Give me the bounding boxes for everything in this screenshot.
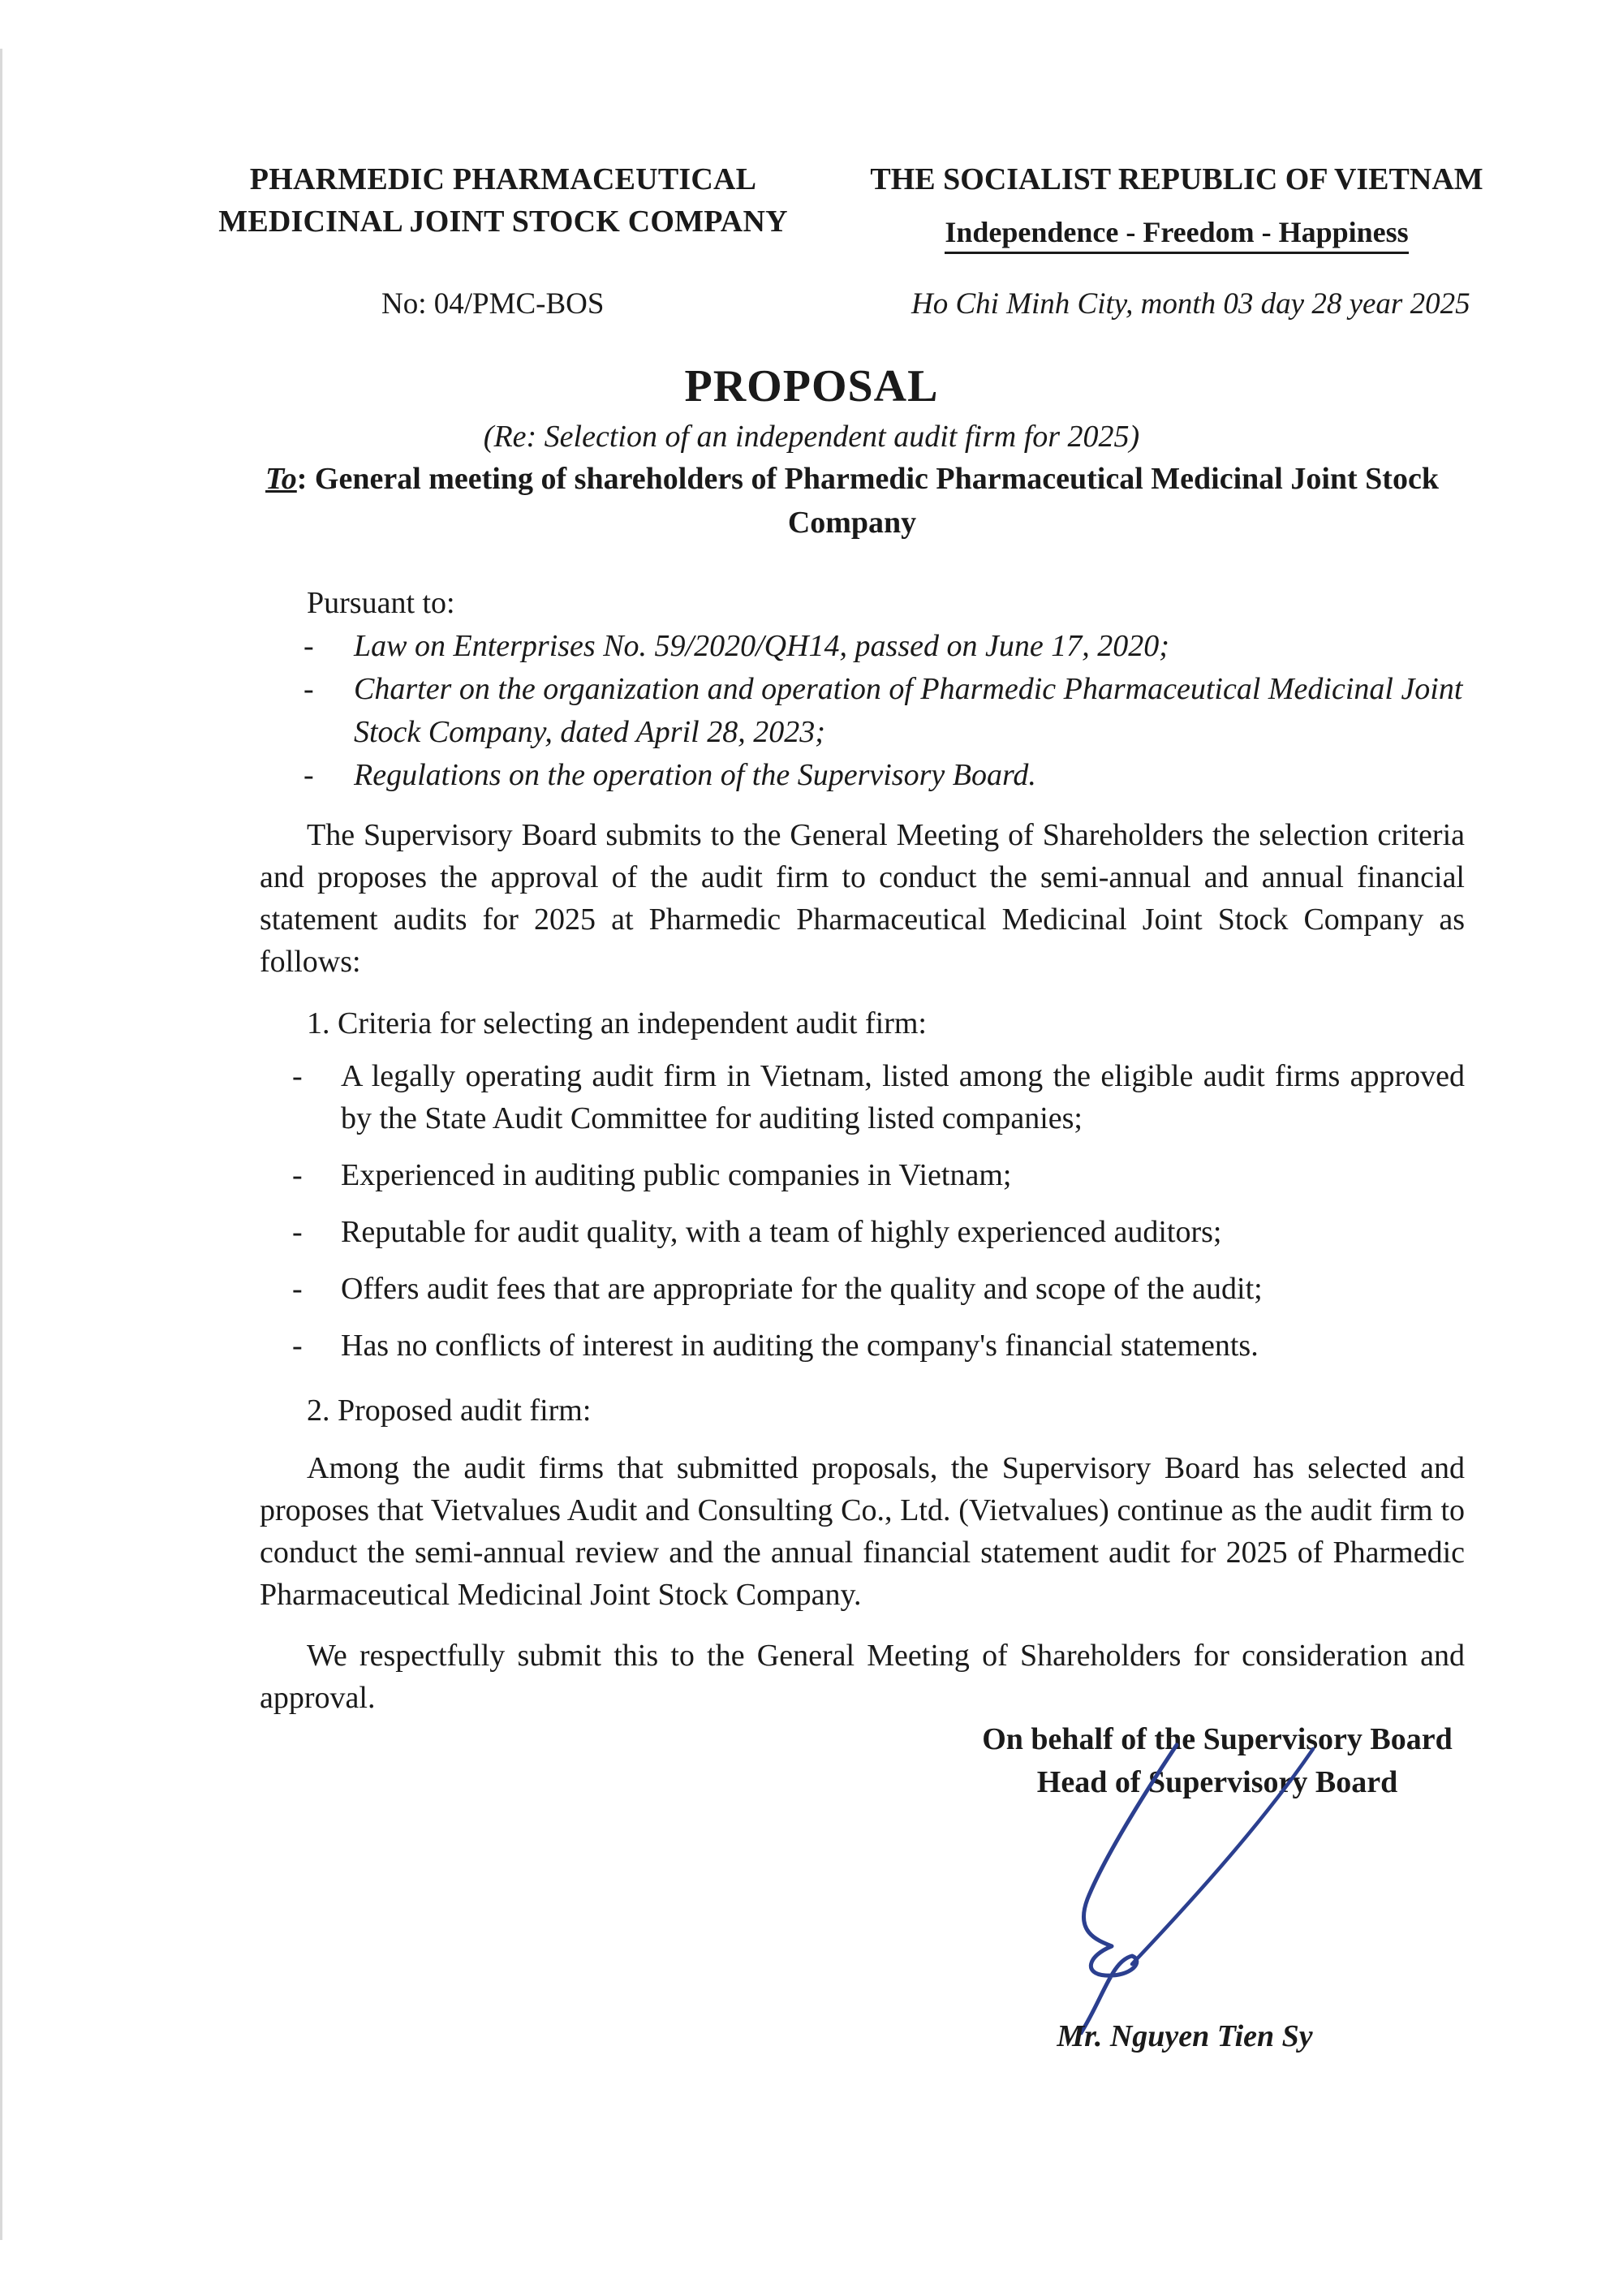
criteria-text: Offers audit fees that are appropriate for the quality and scope of the audit;: [341, 1272, 1263, 1306]
signer-position: Head of Supervisory Board: [1036, 1765, 1398, 1799]
criteria-text: Reputable for audit quality, with a team of highly experienced auditors;: [341, 1215, 1222, 1249]
legal-basis-item: [304, 754, 1472, 797]
bullet-dash: -: [292, 1272, 303, 1306]
bullet-dash: -: [292, 1215, 303, 1249]
criteria-text: Has no conflicts of interest in auditing the company's financial statements.: [341, 1329, 1259, 1363]
closing-paragraph: [260, 1635, 1465, 1719]
criteria-item: [292, 1268, 1465, 1310]
proposed-firm-text: Among the audit firms that submitted proposals, the Supervisory Board has selected and proposes that Vietvalues Audit and Consulting Co., Ltd. (Vietvalues) continue as the audit firm to conduct the semi-annual review and the annual financial statement audit for 2025 of Pharmedic Pharmaceutical Medicinal Joint Stock Company.: [260, 1451, 1465, 1612]
document-subject: (Re: Selection of an independent audit firm for 2025): [483, 420, 1140, 454]
legal-basis-list: [304, 625, 1472, 797]
intro-paragraph: [260, 814, 1465, 983]
legal-basis-item: [304, 625, 1472, 668]
signature-stroke: [1132, 1749, 1313, 1964]
national-heading: [836, 158, 1518, 254]
recipient-label: To: [265, 462, 297, 496]
criteria-item: [292, 1154, 1465, 1196]
bullet-dash: -: [304, 758, 314, 792]
document-title: PROPOSAL: [684, 361, 939, 411]
recipient-text: : General meeting of shareholders of Pharmedic Pharmaceutical Medicinal Joint Stock Company: [296, 462, 1439, 540]
bullet-dash: -: [292, 1329, 303, 1363]
pursuant-heading: Pursuant to:: [307, 586, 455, 620]
bullet-dash: -: [292, 1158, 303, 1192]
section-2-heading: 2. Proposed audit firm:: [307, 1394, 592, 1428]
legal-basis-text: Charter on the organization and operation of Pharmedic Pharmaceutical Medicinal Joint Stock Company, dated April 28, 2023;: [354, 672, 1463, 749]
legal-basis-text: Regulations on the operation of the Supervisory Board.: [354, 758, 1036, 792]
criteria-item: [292, 1211, 1465, 1253]
legal-basis-item: [304, 668, 1472, 754]
legal-basis-text: Law on Enterprises No. 59/2020/QH14, passed on June 17, 2020;: [354, 629, 1169, 663]
intro-paragraph-text: The Supervisory Board submits to the General Meeting of Shareholders the selection criteria and proposes the approval of the audit firm to conduct the semi-annual and annual financial statement audits for 2025 at Pharmedic Pharmaceutical Medicinal Joint Stock Company as follows:: [260, 818, 1465, 979]
company-name-line-2: MEDICINAL JOINT STOCK COMPANY: [218, 205, 788, 239]
closing-text: We respectfully submit this to the General Meeting of Shareholders for consideration and approval.: [260, 1639, 1465, 1715]
recipient: [243, 457, 1461, 545]
republic-name: THE SOCIALIST REPUBLIC OF VIETNAM: [870, 162, 1483, 196]
national-motto: Independence - Freedom - Happiness: [945, 213, 1408, 254]
bullet-dash: -: [292, 1059, 303, 1093]
handwritten-signature: [1055, 1721, 1323, 2045]
criteria-text: Experienced in auditing public companies in Vietnam;: [341, 1158, 1012, 1192]
criteria-list: [292, 1055, 1465, 1381]
criteria-item: [292, 1325, 1465, 1367]
place-and-date: Ho Chi Minh City, month 03 day 28 year 2025: [911, 287, 1470, 321]
on-behalf-line: On behalf of the Supervisory Board: [982, 1722, 1453, 1756]
criteria-text: A legally operating audit firm in Vietnam, listed among the eligible audit firms approved by the State Audit Committee for auditing listed companies;: [341, 1059, 1465, 1135]
bullet-dash: -: [304, 629, 314, 663]
proposed-firm-paragraph: [260, 1447, 1465, 1616]
company-name: [203, 158, 803, 243]
document-number: No: 04/PMC-BOS: [381, 287, 605, 321]
signer-name: Mr. Nguyen Tien Sy: [1057, 2019, 1313, 2053]
signature-stroke: [1081, 1745, 1177, 2033]
company-name-line-1: PHARMEDIC PHARMACEUTICAL: [249, 162, 757, 196]
criteria-item: [292, 1055, 1465, 1139]
section-1-heading: 1. Criteria for selecting an independent audit firm:: [307, 1006, 927, 1040]
bullet-dash: -: [304, 672, 314, 706]
